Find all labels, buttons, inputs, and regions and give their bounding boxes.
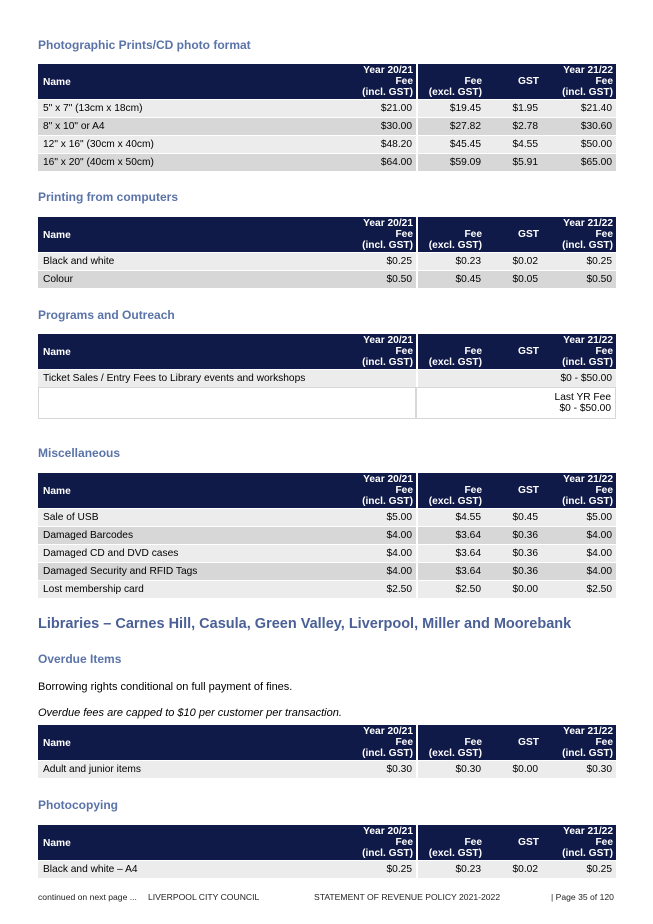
section-title-printing-computers: Printing from computers: [38, 190, 179, 204]
fee-item-name: 5" x 7" (13cm x 18cm): [38, 99, 348, 117]
footer-council: LIVERPOOL CITY COUNCIL: [148, 892, 260, 902]
fee-curr-incl-gst: $0.25: [542, 252, 616, 270]
fee-curr-incl-gst: $21.40: [542, 99, 616, 117]
col-header-blank: [416, 725, 485, 737]
fee-gst: $0.45: [485, 508, 542, 526]
col-header-fee: Fee: [542, 346, 616, 357]
col-header-year-curr: Year 21/22: [542, 473, 616, 485]
col-header-incl-gst: (incl. GST): [542, 240, 616, 252]
col-header-incl-gst: (incl. GST): [348, 240, 416, 252]
col-header-year-prev: Year 20/21: [348, 217, 416, 229]
col-header-fee: Fee: [416, 737, 485, 748]
footer-statement: STATEMENT OF REVENUE POLICY 2021-2022: [314, 892, 501, 902]
col-header-blank: [485, 334, 542, 346]
col-header-year-prev: Year 20/21: [348, 64, 416, 76]
misc-table: [38, 473, 616, 598]
table-row: [38, 117, 616, 135]
col-header-gst: GST: [485, 76, 542, 87]
fee-item-name: Black and white: [38, 252, 348, 270]
fee-excl-gst: $2.50: [416, 580, 485, 598]
footer-continued: continued on next page ...: [38, 892, 137, 902]
table-row: [38, 760, 616, 778]
col-header-incl-gst: (incl. GST): [542, 87, 616, 99]
fee-curr-incl-gst: $4.00: [542, 562, 616, 580]
col-header-blank: [485, 496, 542, 508]
col-header-year-curr: Year 21/22: [542, 825, 616, 837]
col-header-gst: GST: [485, 346, 542, 357]
col-header-blank: [485, 64, 542, 76]
col-header-incl-gst: (incl. GST): [348, 357, 416, 369]
col-header-name: Name: [38, 217, 348, 252]
fee-item-name: Damaged CD and DVD cases: [38, 544, 348, 562]
fee-gst: $2.78: [485, 117, 542, 135]
col-header-blank: [485, 87, 542, 99]
col-header-fee: Fee: [348, 229, 416, 240]
header-row: [38, 217, 616, 229]
fee-curr-incl-gst: $65.00: [542, 153, 616, 171]
fee-item-name: Damaged Security and RFID Tags: [38, 562, 348, 580]
col-header-fee: Fee: [348, 346, 416, 357]
col-header-fee: Fee: [416, 229, 485, 240]
col-header-blank: [485, 217, 542, 229]
col-header-incl-gst: (incl. GST): [348, 848, 416, 860]
fee-prev-incl-gst: $4.00: [348, 544, 416, 562]
fee-gst: $0.36: [485, 526, 542, 544]
col-header-incl-gst: (incl. GST): [542, 848, 616, 860]
fee-item-name: Lost membership card: [38, 580, 348, 598]
table-body: [38, 760, 616, 778]
overdue-paragraph: Borrowing rights conditional on full payment of fines.: [38, 681, 293, 693]
table-row: [38, 153, 616, 171]
header-row: [38, 334, 616, 346]
fee-item-name: Adult and junior items: [38, 760, 348, 778]
section-title-photocopying: Photocopying: [38, 798, 118, 812]
col-header-excl-gst: (excl. GST): [416, 87, 485, 99]
col-header-blank: [416, 217, 485, 229]
col-header-fee: Fee: [416, 76, 485, 87]
fee-item-name: Ticket Sales / Entry Fees to Library events and workshops: [38, 369, 416, 387]
fee-curr-incl-gst: $0 - $50.00: [416, 369, 616, 387]
fee-prev-incl-gst: $5.00: [348, 508, 416, 526]
col-header-name: Name: [38, 473, 348, 508]
col-header-fee: Fee: [416, 346, 485, 357]
fee-prev-incl-gst: $0.50: [348, 270, 416, 288]
col-header-fee: Fee: [416, 837, 485, 848]
fee-curr-incl-gst: $0.50: [542, 270, 616, 288]
col-header-gst: GST: [485, 837, 542, 848]
fee-excl-gst: $0.23: [416, 252, 485, 270]
table-row: [38, 860, 616, 878]
col-header-fee: Fee: [348, 737, 416, 748]
section-title-photo-prints: Photographic Prints/CD photo format: [38, 38, 251, 52]
col-header-fee: Fee: [542, 485, 616, 496]
fee-prev-incl-gst: $4.00: [348, 562, 416, 580]
fee-prev-incl-gst: $0.30: [348, 760, 416, 778]
fee-prev-incl-gst: $48.20: [348, 135, 416, 153]
col-header-blank: [485, 240, 542, 252]
fee-gst: $0.02: [485, 252, 542, 270]
libraries-heading: Libraries – Carnes Hill, Casula, Green Valley, Liverpool, Miller and Moorebank: [38, 616, 572, 632]
fee-excl-gst: $0.30: [416, 760, 485, 778]
table-row: [38, 562, 616, 580]
fee-gst: $5.91: [485, 153, 542, 171]
fee-item-name: Colour: [38, 270, 348, 288]
fee-prev-incl-gst: $0.25: [348, 252, 416, 270]
col-header-excl-gst: (excl. GST): [416, 496, 485, 508]
fee-prev-incl-gst: $30.00: [348, 117, 416, 135]
col-header-fee: Fee: [348, 837, 416, 848]
col-header-incl-gst: (incl. GST): [542, 748, 616, 760]
col-header-name: Name: [38, 725, 348, 760]
table-header: [38, 64, 616, 99]
col-header-fee: Fee: [348, 485, 416, 496]
note-blank-cell: [38, 387, 416, 419]
section-title-overdue: Overdue Items: [38, 652, 122, 666]
col-header-year-prev: Year 20/21: [348, 334, 416, 346]
last-year-fee-note: [416, 387, 616, 419]
table-row-note: [38, 387, 616, 419]
col-header-blank: [485, 357, 542, 369]
fee-excl-gst: $0.45: [416, 270, 485, 288]
fee-prev-incl-gst: $0.25: [348, 860, 416, 878]
fee-item-name: 8" x 10" or A4: [38, 117, 348, 135]
col-header-blank: [485, 848, 542, 860]
col-header-incl-gst: (incl. GST): [348, 496, 416, 508]
fee-item-name: Damaged Barcodes: [38, 526, 348, 544]
col-header-excl-gst: (excl. GST): [416, 240, 485, 252]
col-header-blank: [485, 725, 542, 737]
col-header-incl-gst: (incl. GST): [542, 357, 616, 369]
fee-gst: $0.36: [485, 562, 542, 580]
col-header-year-curr: Year 21/22: [542, 64, 616, 76]
fee-gst: $4.55: [485, 135, 542, 153]
col-header-incl-gst: (incl. GST): [348, 748, 416, 760]
fee-item-name: Black and white – A4: [38, 860, 348, 878]
table-body: [38, 369, 616, 419]
fee-excl-gst: $45.45: [416, 135, 485, 153]
col-header-year-curr: Year 21/22: [542, 334, 616, 346]
fee-excl-gst: $3.64: [416, 544, 485, 562]
fee-curr-incl-gst: $30.60: [542, 117, 616, 135]
fee-curr-incl-gst: $5.00: [542, 508, 616, 526]
header-row: [38, 64, 616, 76]
fee-excl-gst: $3.64: [416, 562, 485, 580]
fee-prev-incl-gst: $4.00: [348, 526, 416, 544]
col-header-blank: [485, 748, 542, 760]
table-row: [38, 580, 616, 598]
col-header-excl-gst: (excl. GST): [416, 357, 485, 369]
col-header-fee: Fee: [542, 737, 616, 748]
header-row: [38, 825, 616, 837]
fee-gst: $0.05: [485, 270, 542, 288]
overdue-cap-note: Overdue fees are capped to $10 per customer per transaction.: [38, 707, 342, 719]
section-title-programs: Programs and Outreach: [38, 308, 175, 322]
fee-gst: $1.95: [485, 99, 542, 117]
table-body: [38, 252, 616, 288]
col-header-excl-gst: (excl. GST): [416, 848, 485, 860]
photocopying-table: [38, 825, 616, 878]
col-header-fee: Fee: [348, 76, 416, 87]
fee-curr-incl-gst: $0.25: [542, 860, 616, 878]
table-header: [38, 334, 616, 369]
last-year-fee-label: Last YR Fee: [554, 392, 611, 403]
fee-curr-incl-gst: $4.00: [542, 526, 616, 544]
col-header-blank: [416, 334, 485, 346]
fee-excl-gst: $3.64: [416, 526, 485, 544]
fee-item-name: Sale of USB: [38, 508, 348, 526]
col-header-blank: [485, 473, 542, 485]
table-body: [38, 99, 616, 171]
col-header-name: Name: [38, 334, 348, 369]
col-header-blank: [416, 825, 485, 837]
table-body: [38, 860, 616, 878]
table-header: [38, 473, 616, 508]
fee-curr-incl-gst: $2.50: [542, 580, 616, 598]
fee-item-name: 16" x 20" (40cm x 50cm): [38, 153, 348, 171]
col-header-fee: Fee: [542, 229, 616, 240]
col-header-fee: Fee: [542, 76, 616, 87]
overdue-table: [38, 725, 616, 778]
fee-prev-incl-gst: $21.00: [348, 99, 416, 117]
table-header: [38, 825, 616, 860]
header-row: [38, 725, 616, 737]
col-header-year-curr: Year 21/22: [542, 725, 616, 737]
table-row: [38, 99, 616, 117]
col-header-fee: Fee: [416, 485, 485, 496]
col-header-name: Name: [38, 64, 348, 99]
fee-excl-gst: $59.09: [416, 153, 485, 171]
fee-excl-gst: $27.82: [416, 117, 485, 135]
fee-curr-incl-gst: $4.00: [542, 544, 616, 562]
fee-excl-gst: $0.23: [416, 860, 485, 878]
photo-prints-table: [38, 64, 616, 171]
fee-gst: $0.36: [485, 544, 542, 562]
header-row: [38, 473, 616, 485]
col-header-year-prev: Year 20/21: [348, 473, 416, 485]
col-header-gst: GST: [485, 737, 542, 748]
col-header-gst: GST: [485, 485, 542, 496]
col-header-incl-gst: (incl. GST): [348, 87, 416, 99]
table-row: [38, 369, 616, 387]
fee-curr-incl-gst: $50.00: [542, 135, 616, 153]
last-year-fee-value: $0 - $50.00: [559, 403, 611, 414]
table-row: [38, 526, 616, 544]
col-header-year-prev: Year 20/21: [348, 825, 416, 837]
fee-curr-incl-gst: $0.30: [542, 760, 616, 778]
table-row: [38, 252, 616, 270]
fee-prev-incl-gst: $64.00: [348, 153, 416, 171]
fee-excl-gst: $19.45: [416, 99, 485, 117]
col-header-blank: [485, 825, 542, 837]
col-header-incl-gst: (incl. GST): [542, 496, 616, 508]
fee-gst: $0.00: [485, 580, 542, 598]
fee-prev-incl-gst: $2.50: [348, 580, 416, 598]
fee-item-name: 12" x 16" (30cm x 40cm): [38, 135, 348, 153]
printing-computers-table: [38, 217, 616, 288]
col-header-gst: GST: [485, 229, 542, 240]
col-header-year-prev: Year 20/21: [348, 725, 416, 737]
col-header-blank: [416, 473, 485, 485]
table-row: [38, 270, 616, 288]
fee-gst: $0.00: [485, 760, 542, 778]
fee-excl-gst: $4.55: [416, 508, 485, 526]
footer-page-number: | Page 35 of 120: [551, 892, 614, 902]
table-header: [38, 217, 616, 252]
table-row: [38, 135, 616, 153]
col-header-year-curr: Year 21/22: [542, 217, 616, 229]
table-body: [38, 508, 616, 598]
fee-gst: $0.02: [485, 860, 542, 878]
col-header-fee: Fee: [542, 837, 616, 848]
table-row: [38, 544, 616, 562]
col-header-name: Name: [38, 825, 348, 860]
table-header: [38, 725, 616, 760]
col-header-excl-gst: (excl. GST): [416, 748, 485, 760]
table-row: [38, 508, 616, 526]
section-title-misc: Miscellaneous: [38, 446, 121, 460]
programs-table: [38, 334, 616, 419]
col-header-blank: [416, 64, 485, 76]
